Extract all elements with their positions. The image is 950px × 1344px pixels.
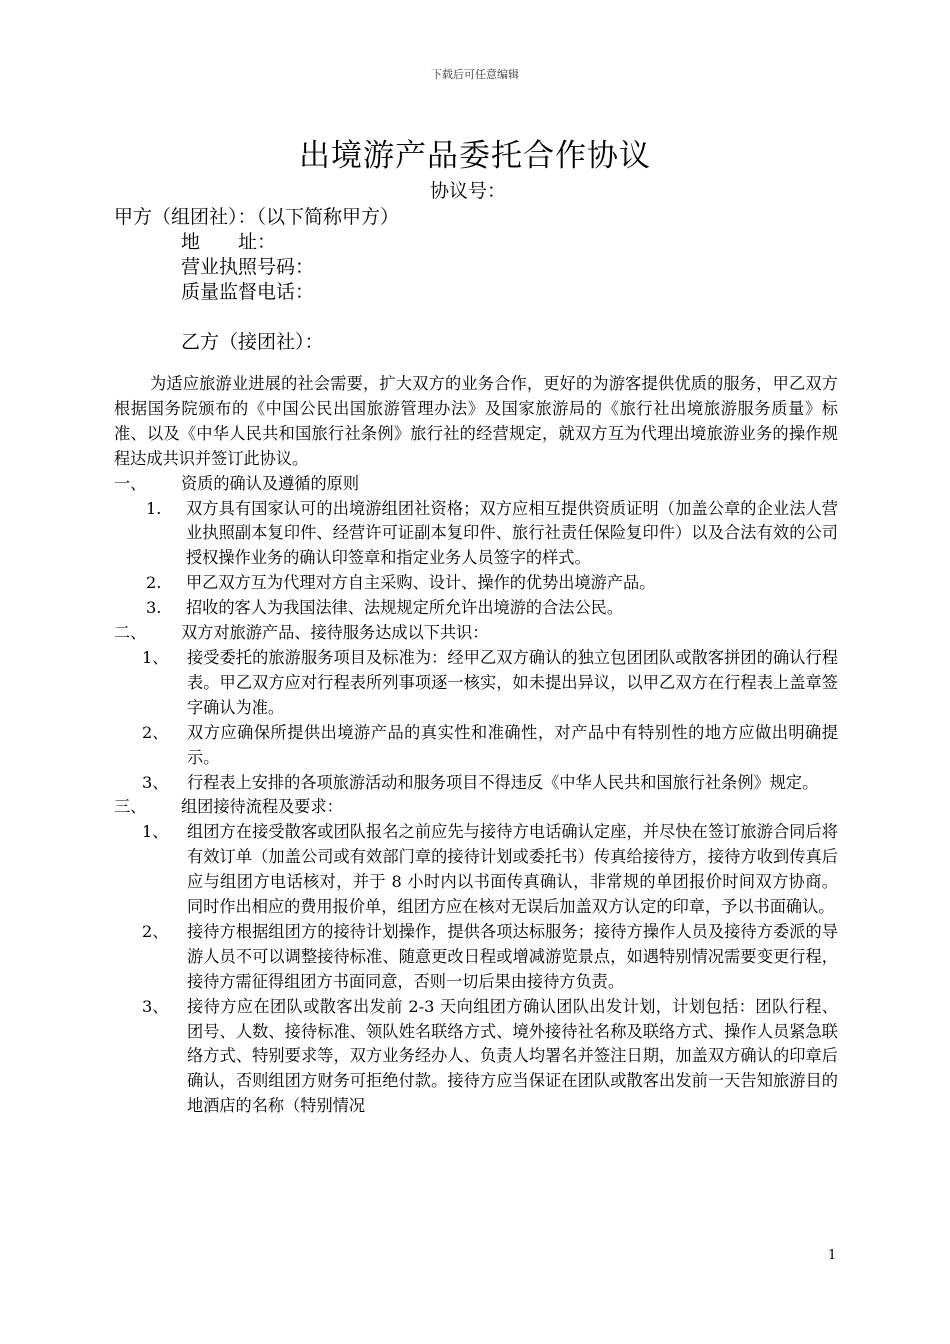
item-text: 招收的客人为我国法律、法规规定所允许出境游的合法公民。	[186, 598, 624, 618]
section-heading	[114, 795, 838, 820]
party-b-line: 乙方（接团社）：	[181, 331, 324, 353]
section-number: 二、	[114, 623, 147, 643]
list-item	[114, 820, 838, 920]
item-number: 3、	[142, 996, 169, 1016]
item-text: 双方应确保所提供出境游产品的真实性和准确性，对产品中有特别性的地方应做出明确提示。	[187, 722, 838, 767]
item-number: 1、	[142, 647, 169, 667]
item-text: 接待方根据组团方的接待计划操作，提供各项达标服务；接待方操作人员及接待方委派的导游人员不可以调整接待标准、随意更改日程或增减游览景点，如遇特别情况需要变更行程，接待方需征得组团方书面同意，否则一切后果由接待方负责。	[187, 921, 838, 991]
item-text: 双方具有国家认可的出境游组团社资格；双方应相互提供资质证明（加盖公章的企业法人营业执照副本复印件、经营许可证副本复印件、旅行社责任保险复印件）以及合法有效的公司授权操作业务的确认印签章和指定业务人员签字的样式。	[186, 498, 838, 568]
section-title: 资质的确认及遵循的原则	[181, 473, 360, 493]
item-number: 1、	[142, 822, 169, 842]
item-number: 2、	[142, 921, 169, 941]
list-item	[114, 596, 838, 621]
header-note: 下载后可任意编辑	[431, 68, 519, 81]
page-number: 1	[828, 1248, 837, 1263]
item-number: 3、	[142, 772, 169, 792]
section-number: 三、	[114, 797, 147, 817]
intro-paragraph: 为适应旅游业进展的社会需要，扩大双方的业务合作，更好的为游客提供优质的服务，甲乙双方根据国务院颁布的《中国公民出国旅游管理办法》及国家旅游局的《旅行社出境旅游服务质量》标准、以及《中华人民共和国旅行社条例》旅行社的经营规定，就双方互为代理出境旅游业务的操作规程达成共识并签订此协议。	[114, 374, 838, 468]
item-number: 3.	[146, 598, 162, 618]
section-heading	[114, 621, 838, 646]
item-text: 组团方在接受散客或团队报名之前应先与接待方电话确认定座，并尽快在签订旅游合同后将有效订单（加盖公司或有效部门章的接待计划或委托书）传真给接待方，接待方收到传真后应与组团方电话核对，并于 8 小时内以书面传真确认，非常规的单团报价时间双方协商。同时作出相应的费用报价单，组团方应在核对无误后加盖双方认定的印章，予以书面确认。	[187, 822, 838, 917]
item-number: 2.	[146, 573, 162, 593]
party-a-line: 甲方（组团社）：（以下简称甲方）	[114, 206, 400, 228]
address-field: 地 址：	[181, 231, 277, 253]
list-item	[114, 771, 838, 796]
quality-phone-field: 质量监督电话：	[181, 281, 315, 303]
list-item	[114, 721, 838, 771]
list-item	[114, 646, 838, 721]
item-text: 甲乙双方互为代理对方自主采购、设计、操作的优势出境游产品。	[186, 573, 656, 593]
section-title: 双方对旅游产品、接待服务达成以下共识：	[181, 623, 489, 643]
item-number: 2、	[142, 722, 169, 742]
item-text: 行程表上安排的各项旅游活动和服务项目不得违反《中华人民共和国旅行社条例》规定。	[187, 772, 819, 792]
agreement-number-label: 协议号：	[430, 180, 507, 202]
section-heading	[114, 472, 838, 497]
list-item	[114, 995, 838, 1120]
item-text: 接待方应在团队或散客出发前 2-3 天向组团方确认团队出发计划，计划包括：团队行程、团号、人数、接待标准、领队姓名联络方式、境外接待社名称及联络方式、操作人员紧急联络方式、特别要求等，双方业务经办人、负责人均署名并签注日期，加盖双方确认的印章后确认，否则组团方财务可拒绝付款。接待方应当保证在团队或散客出发前一天告知旅游目的地酒店的名称（特别情况	[187, 996, 838, 1116]
section-title: 组团接待流程及要求：	[181, 797, 343, 817]
list-item	[114, 497, 838, 572]
item-number: 1.	[146, 498, 162, 518]
list-item	[114, 920, 838, 995]
document-title: 出境游产品委托合作协议	[299, 138, 651, 174]
license-field: 营业执照号码：	[181, 256, 315, 278]
section-number: 一、	[114, 473, 147, 493]
list-item	[114, 571, 838, 596]
item-text: 接受委托的旅游服务项目及标准为：经甲乙双方确认的独立包团团队或散客拼团的确认行程表。甲乙双方应对行程表所列事项逐一核实，如未提出异议，以甲乙双方在行程表上盖章签字确认为准。	[187, 647, 838, 717]
agreement-body	[114, 372, 838, 1119]
